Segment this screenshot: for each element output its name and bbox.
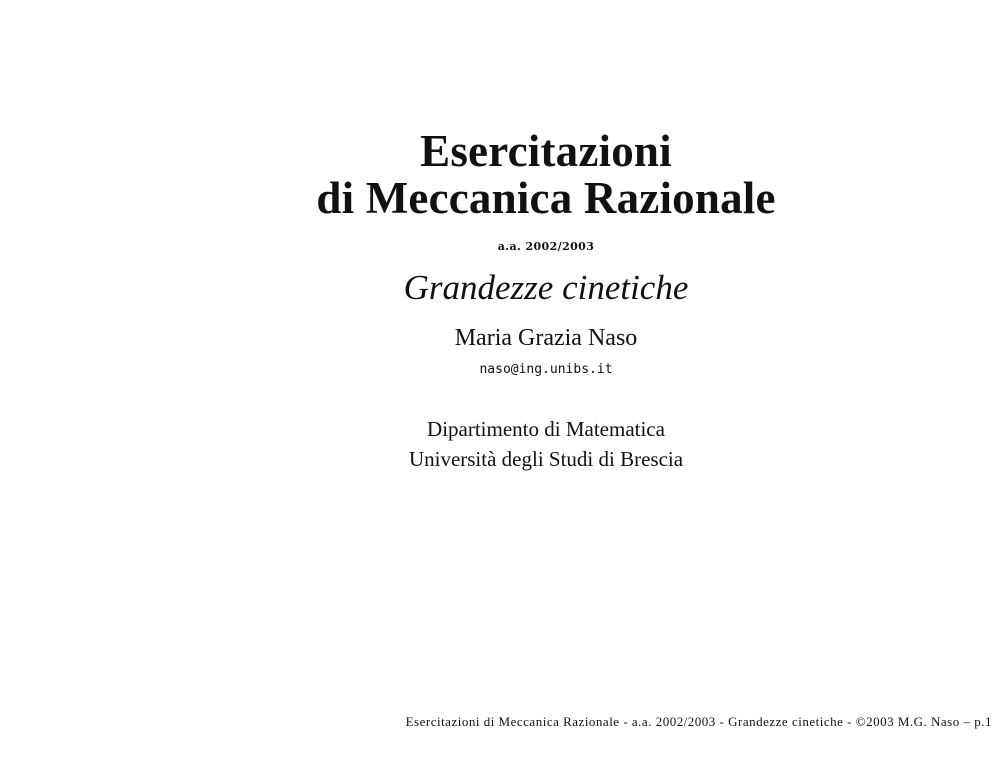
author-email: naso@ing.unibs.it xyxy=(479,362,613,377)
academic-year: a.a. 2002/2003 xyxy=(497,240,595,253)
course-title-line-1: Esercitazioni xyxy=(420,126,672,176)
department-name: Dipartimento di Matematica xyxy=(427,417,665,441)
affiliation xyxy=(250,414,842,474)
course-title-line-2: di Meccanica Razionale xyxy=(316,173,776,223)
title-block xyxy=(250,128,842,474)
university-name: Università degli Studi di Brescia xyxy=(408,447,684,471)
slide-subtitle: Grandezze cinetiche xyxy=(403,268,689,307)
slide-footer: Esercitazioni di Meccanica Razionale - a.a. 2002/2003 - Grandezze cinetiche - ©2003 M.G. Naso – p.1 xyxy=(405,714,992,729)
author-name: Maria Grazia Naso xyxy=(454,325,638,351)
